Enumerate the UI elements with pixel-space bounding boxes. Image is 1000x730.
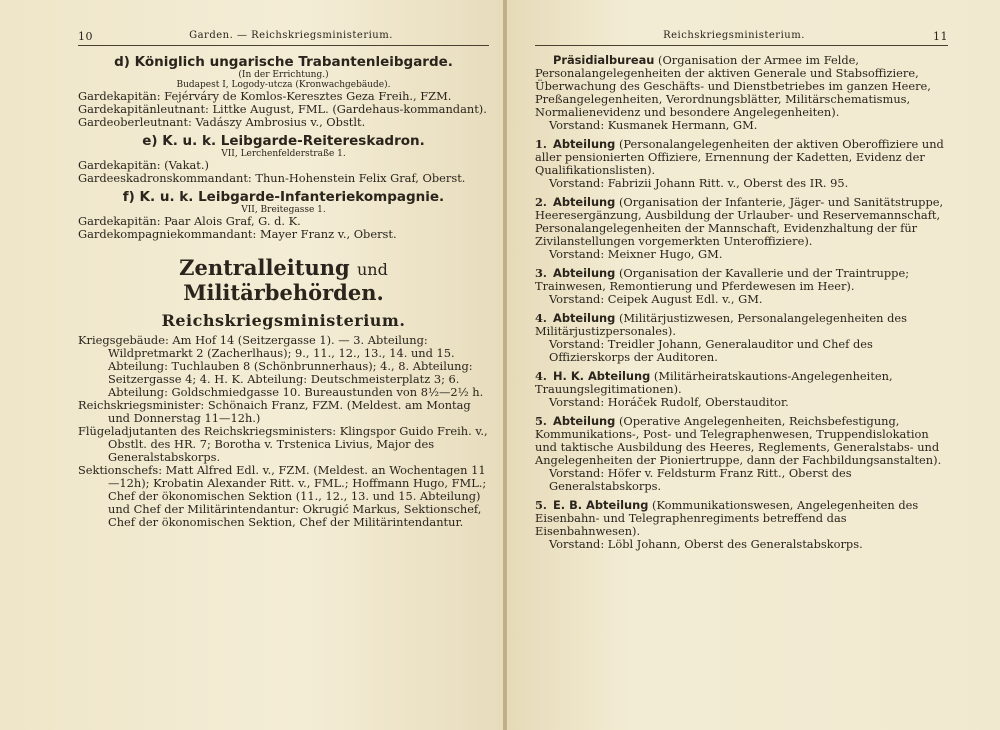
department-entry xyxy=(535,312,948,364)
department-title: Präsidialbureau xyxy=(553,53,655,67)
department-title: H. K. Abteilung xyxy=(553,369,651,383)
department-entry xyxy=(535,499,948,551)
department-entry xyxy=(535,54,948,132)
department-description: (Militärjustizwesen, Personalangelegenheiten des Militärjustizpersonales). xyxy=(535,311,907,338)
department-head-person: Vorstand: Meixner Hugo, GM. xyxy=(549,247,723,261)
paragraph: Kriegsgebäude: Am Hof 14 (Seitzergasse 1). — 3. Abteilung: Wildpretmarkt 2 (Zacherlhaus); 9., 11., 12., 13., 14. und 15. Abteilung: Tuchlauben 8 (Schönbrunnerhaus); 4., 8. Abteilung: Seitzergasse 4; 4. H. K. Abteilung: Deutschmeisterplatz 3; 6. Abteilung: Goldschmiedgasse 10. Bureaustunden von 8½—2½ h. xyxy=(78,333,484,399)
department-title: Abteilung xyxy=(553,195,616,209)
department-heading xyxy=(535,54,948,119)
section-title: Reichskriegsministerium. xyxy=(161,311,406,330)
section-f-note: VII, Breitegasse 1. xyxy=(241,205,326,215)
department-number: 4. xyxy=(535,369,547,383)
department-title: E. B. Abteilung xyxy=(553,498,649,512)
left-page-number: 10 xyxy=(78,30,93,43)
department-head-person: Vorstand: Treidler Johann, Generalauditor und Chef des Offizierskorps der Auditoren. xyxy=(549,337,873,364)
section-d-line: Gardekapitän: Fejérváry de Komlos-Keresztes Geza Freih., FZM. xyxy=(78,89,452,103)
department-number: 1. xyxy=(535,137,547,151)
section-d-line: Gardekapitänleutnant: Littke August, FML. (Gardehaus-kommandant). xyxy=(78,102,487,116)
department-head-person: Vorstand: Höfer v. Feldsturm Franz Ritt., Oberst des Generalstabskorps. xyxy=(549,466,852,493)
department-entry xyxy=(535,267,948,306)
department-entry xyxy=(535,138,948,190)
department-title: Abteilung xyxy=(553,414,616,428)
department-heading xyxy=(535,267,948,293)
paragraph: Reichskriegsminister: Schönaich Franz, FZM. (Meldest. am Montag und Donnerstag 11—12h.) xyxy=(78,398,471,425)
section-e-title: e) K. u. k. Leibgarde-Reitereskadron. xyxy=(142,133,425,149)
department-number: 3. xyxy=(535,266,547,280)
main-heading: Zentralleitung und Militärbehörden. xyxy=(179,255,388,305)
department-head-person: Vorstand: Ceipek August Edl. v., GM. xyxy=(549,292,763,306)
department-description: (Kommunikationswesen, Angelegenheiten des Eisenbahn- und Telegraphenregiments betreffend das Eisenbahnwesen). xyxy=(535,498,919,538)
department-title: Abteilung xyxy=(553,266,616,280)
left-running-head xyxy=(78,30,489,46)
department-title: Abteilung xyxy=(553,311,616,325)
section-e-line: Gardeeskadronskommandant: Thun-Hohenstein Felix Graf, Oberst. xyxy=(78,171,466,185)
entries-list xyxy=(535,54,948,551)
right-page xyxy=(507,0,1000,730)
department-number: 5. xyxy=(535,498,547,512)
department-heading xyxy=(535,312,948,338)
paragraph: Sektionschefs: Matt Alfred Edl. v., FZM. (Meldest. an Wochentagen 11—12h); Krobatin Alexander Ritt. v., FML.; Hoffmann Hugo, FML.; Chef der ökonomischen Sektion (11., 12., 13. und 15. Abteilung) und Chef der Militärintendantur: Okrugić Markus, Sektionschef, Chef der ökonomischen Sektion, Chef der Militärintendantur. xyxy=(78,463,487,529)
department-description: (Operative Angelegenheiten, Reichsbefestigung, Kommunikations-, Post- und Telegraphenwesen, Truppendislokation und taktische Ausbildung des Heeres, Reglements, Generalstabs- und Angelegenheiten der Pioniertruppe, dann der Fachbildungsanstalten). xyxy=(535,414,942,467)
department-description: (Organisation der Armee im Felde, Personalangelegenheiten der aktiven Generale und Stabsoffiziere, Überwachung des Geschäfts- und Dienstbetriebes im ganzen Heere, Preßangelegenheiten, Verordnungsblätter, Militärschematismus, Normalienevidenz und besondere Angelegenheiten). xyxy=(535,53,931,119)
left-running-title: Garden. — Reichskriegsministerium. xyxy=(189,30,393,41)
department-head-person: Vorstand: Fabrizii Johann Ritt. v., Oberst des IR. 95. xyxy=(549,176,849,190)
department-heading xyxy=(535,138,948,177)
section-f-line: Gardekompagniekommandant: Mayer Franz v., Oberst. xyxy=(78,227,397,241)
department-number: 2. xyxy=(535,195,547,209)
department-number: 4. xyxy=(535,311,547,325)
department-head-person: Vorstand: Löbl Johann, Oberst des Generalstabskorps. xyxy=(549,537,863,551)
department-title: Abteilung xyxy=(553,137,616,151)
section-d-title: d) Königlich ungarische Trabantenleibgarde. xyxy=(114,54,453,70)
department-description: (Militärheiratskautions-Angelegenheiten, Trauungslegitimationen). xyxy=(535,369,893,396)
right-running-head xyxy=(535,30,948,46)
department-entry xyxy=(535,370,948,409)
section-d-line: Gardeoberleutnant: Vadászy Ambrosius v., Obstlt. xyxy=(78,115,366,129)
section-f-line: Gardekapitän: Paar Alois Graf, G. d. K. xyxy=(78,214,301,228)
right-page-number: 11 xyxy=(933,30,948,43)
section-d-note-1: (In der Errichtung.) xyxy=(238,70,329,80)
department-number: 5. xyxy=(535,414,547,428)
department-head-person: Vorstand: Horáček Rudolf, Oberstauditor. xyxy=(549,395,789,409)
department-heading xyxy=(535,499,948,538)
section-d-note-2: Budapest I, Logody-utcza (Kronwachgebäude). xyxy=(176,80,391,90)
department-entry xyxy=(535,415,948,493)
section-e-note: VII, Lerchenfelderstraße 1. xyxy=(221,149,346,159)
department-heading xyxy=(535,196,948,248)
department-heading xyxy=(535,370,948,396)
department-description: (Organisation der Kavallerie und der Traintruppe; Trainwesen, Remontierung und Pferdewesen im Heer). xyxy=(535,266,910,293)
department-head-person: Vorstand: Kusmanek Hermann, GM. xyxy=(549,118,758,132)
department-entry xyxy=(535,196,948,261)
section-f-title: f) K. u. k. Leibgarde-Infanteriekompagnie. xyxy=(122,189,445,205)
department-heading xyxy=(535,415,948,467)
section-e-line: Gardekapitän: (Vakat.) xyxy=(78,158,209,172)
department-description: (Personalangelegenheiten der aktiven Oberoffiziere und aller pensionierten Offiziere, Ernennung der Kadetten, Evidenz der Qualifikationslisten). xyxy=(535,137,944,177)
paragraph: Flügeladjutanten des Reichskriegsministers: Klingspor Guido Freih. v., Obstlt. des HR. 7; Borotha v. Trstenica Livius, Major des Generalstabskorps. xyxy=(78,424,488,464)
right-running-title: Reichskriegsministerium. xyxy=(663,30,805,41)
department-description: (Organisation der Infanterie, Jäger- und Sanitätstruppe, Heeresergänzung, Ausbildung der Urlauber- und Reservemannschaft, Personalangelegenheiten der Mannschaft, Evidenzhaltung der für Zivilanstellungen vorgemerkten Unteroffiziere). xyxy=(535,195,944,248)
